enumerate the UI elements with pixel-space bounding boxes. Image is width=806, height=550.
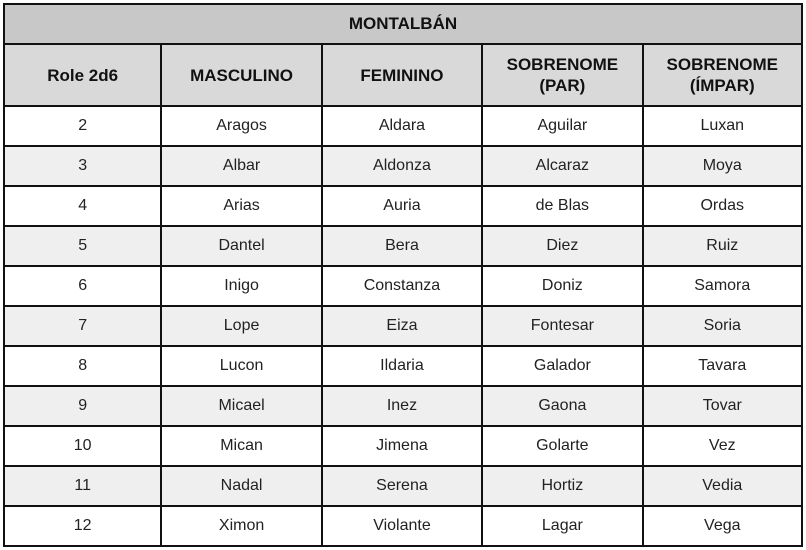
surname-even-cell: Diez (482, 226, 642, 266)
roll-cell: 6 (4, 266, 161, 306)
roll-cell: 12 (4, 506, 161, 546)
title-row (4, 4, 802, 44)
roll-cell: 2 (4, 106, 161, 146)
header-roll (4, 44, 161, 106)
header-masculine (161, 44, 321, 106)
table-row (4, 306, 802, 346)
surname-even-cell: Aguilar (482, 106, 642, 146)
surname-odd-cell: Vega (643, 506, 802, 546)
surname-even-cell: Hortiz (482, 466, 642, 506)
table-row (4, 146, 802, 186)
masculine-cell: Dantel (161, 226, 321, 266)
surname-even-cell: Alcaraz (482, 146, 642, 186)
roll-cell: 3 (4, 146, 161, 186)
masculine-cell: Ximon (161, 506, 321, 546)
header-feminine-label: FEMININO (360, 65, 444, 85)
masculine-cell: Albar (161, 146, 321, 186)
surname-odd-cell: Soria (643, 306, 802, 346)
roll-cell: 11 (4, 466, 161, 506)
table-row (4, 506, 802, 546)
table-row (4, 386, 802, 426)
table-row (4, 266, 802, 306)
header-row (4, 44, 802, 106)
surname-even-cell: Fontesar (482, 306, 642, 346)
surname-odd-cell: Luxan (643, 106, 802, 146)
header-roll-label: Role 2d6 (47, 65, 119, 85)
masculine-cell: Micael (161, 386, 321, 426)
header-surname-odd (643, 44, 802, 106)
roll-cell: 4 (4, 186, 161, 226)
masculine-cell: Mican (161, 426, 321, 466)
surname-odd-cell: Samora (643, 266, 802, 306)
surname-odd-cell: Ruiz (643, 226, 802, 266)
surname-even-cell: Galador (482, 346, 642, 386)
surname-odd-cell: Ordas (643, 186, 802, 226)
feminine-cell: Constanza (322, 266, 482, 306)
surname-even-cell: Gaona (482, 386, 642, 426)
surname-odd-cell: Vez (643, 426, 802, 466)
surname-odd-cell: Vedia (643, 466, 802, 506)
surname-even-cell: Lagar (482, 506, 642, 546)
feminine-cell: Aldonza (322, 146, 482, 186)
names-table (3, 3, 803, 547)
roll-cell: 7 (4, 306, 161, 346)
header-masculine-label: MASCULINO (190, 65, 294, 85)
table-row (4, 346, 802, 386)
surname-odd-cell: Tavara (643, 346, 802, 386)
masculine-cell: Nadal (161, 466, 321, 506)
table-row (4, 226, 802, 266)
header-feminine (322, 44, 482, 106)
feminine-cell: Ildaria (322, 346, 482, 386)
masculine-cell: Aragos (161, 106, 321, 146)
surname-even-cell: Golarte (482, 426, 642, 466)
header-surname-even-line1: SOBRENOME (506, 55, 619, 74)
surname-even-cell: de Blas (482, 186, 642, 226)
table-row (4, 426, 802, 466)
feminine-cell: Bera (322, 226, 482, 266)
table-body (4, 106, 802, 546)
surname-even-cell: Doniz (482, 266, 642, 306)
feminine-cell: Serena (322, 466, 482, 506)
header-surname-odd-line2: (ÍMPAR) (689, 76, 755, 95)
header-surname-odd-line1: SOBRENOME (666, 55, 778, 74)
masculine-cell: Lucon (161, 346, 321, 386)
table-row (4, 106, 802, 146)
masculine-cell: Lope (161, 306, 321, 346)
feminine-cell: Eiza (322, 306, 482, 346)
roll-cell: 8 (4, 346, 161, 386)
feminine-cell: Inez (322, 386, 482, 426)
table-title: MONTALBÁN (4, 4, 802, 44)
masculine-cell: Arias (161, 186, 321, 226)
roll-cell: 5 (4, 226, 161, 266)
table-row (4, 186, 802, 226)
masculine-cell: Inigo (161, 266, 321, 306)
surname-odd-cell: Moya (643, 146, 802, 186)
header-surname-even (482, 44, 642, 106)
roll-cell: 10 (4, 426, 161, 466)
feminine-cell: Auria (322, 186, 482, 226)
feminine-cell: Jimena (322, 426, 482, 466)
feminine-cell: Violante (322, 506, 482, 546)
feminine-cell: Aldara (322, 106, 482, 146)
header-surname-even-line2: (PAR) (539, 76, 586, 95)
roll-cell: 9 (4, 386, 161, 426)
table-row (4, 466, 802, 506)
surname-odd-cell: Tovar (643, 386, 802, 426)
